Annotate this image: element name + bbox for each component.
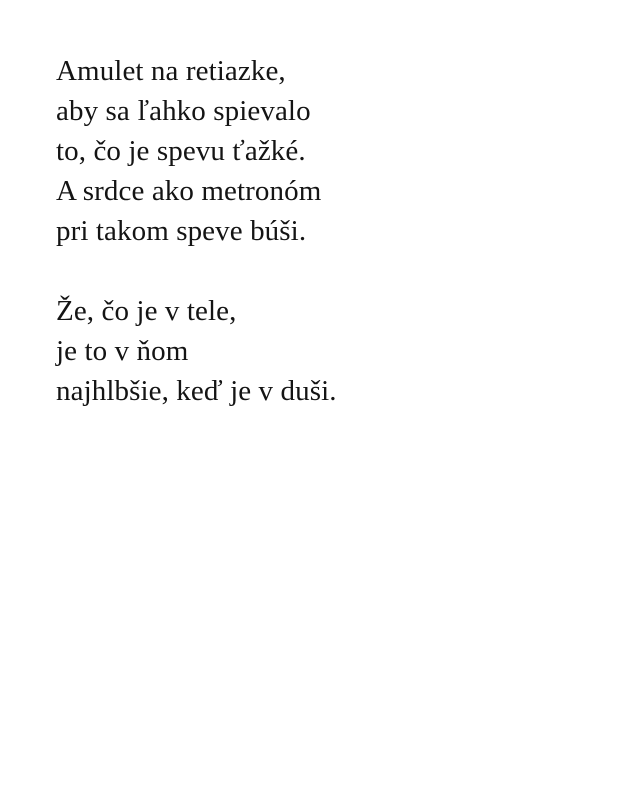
poem-line: to, čo je spevu ťažké. bbox=[56, 135, 306, 167]
poem-line: A srdce ako metronóm bbox=[56, 175, 322, 207]
poem-text bbox=[56, 51, 616, 411]
stanza-2 bbox=[56, 291, 616, 411]
poem-line: aby sa ľahko spievalo bbox=[56, 95, 311, 127]
poem-line: Amulet na retiazke, bbox=[56, 55, 286, 87]
poem-line: najhlbšie, keď je v duši. bbox=[56, 375, 337, 407]
poem-line: je to v ňom bbox=[56, 335, 189, 367]
poem-line: pri takom speve búši. bbox=[56, 215, 307, 247]
stanza-1 bbox=[56, 51, 616, 251]
poem-line: Že, čo je v tele, bbox=[56, 295, 237, 327]
